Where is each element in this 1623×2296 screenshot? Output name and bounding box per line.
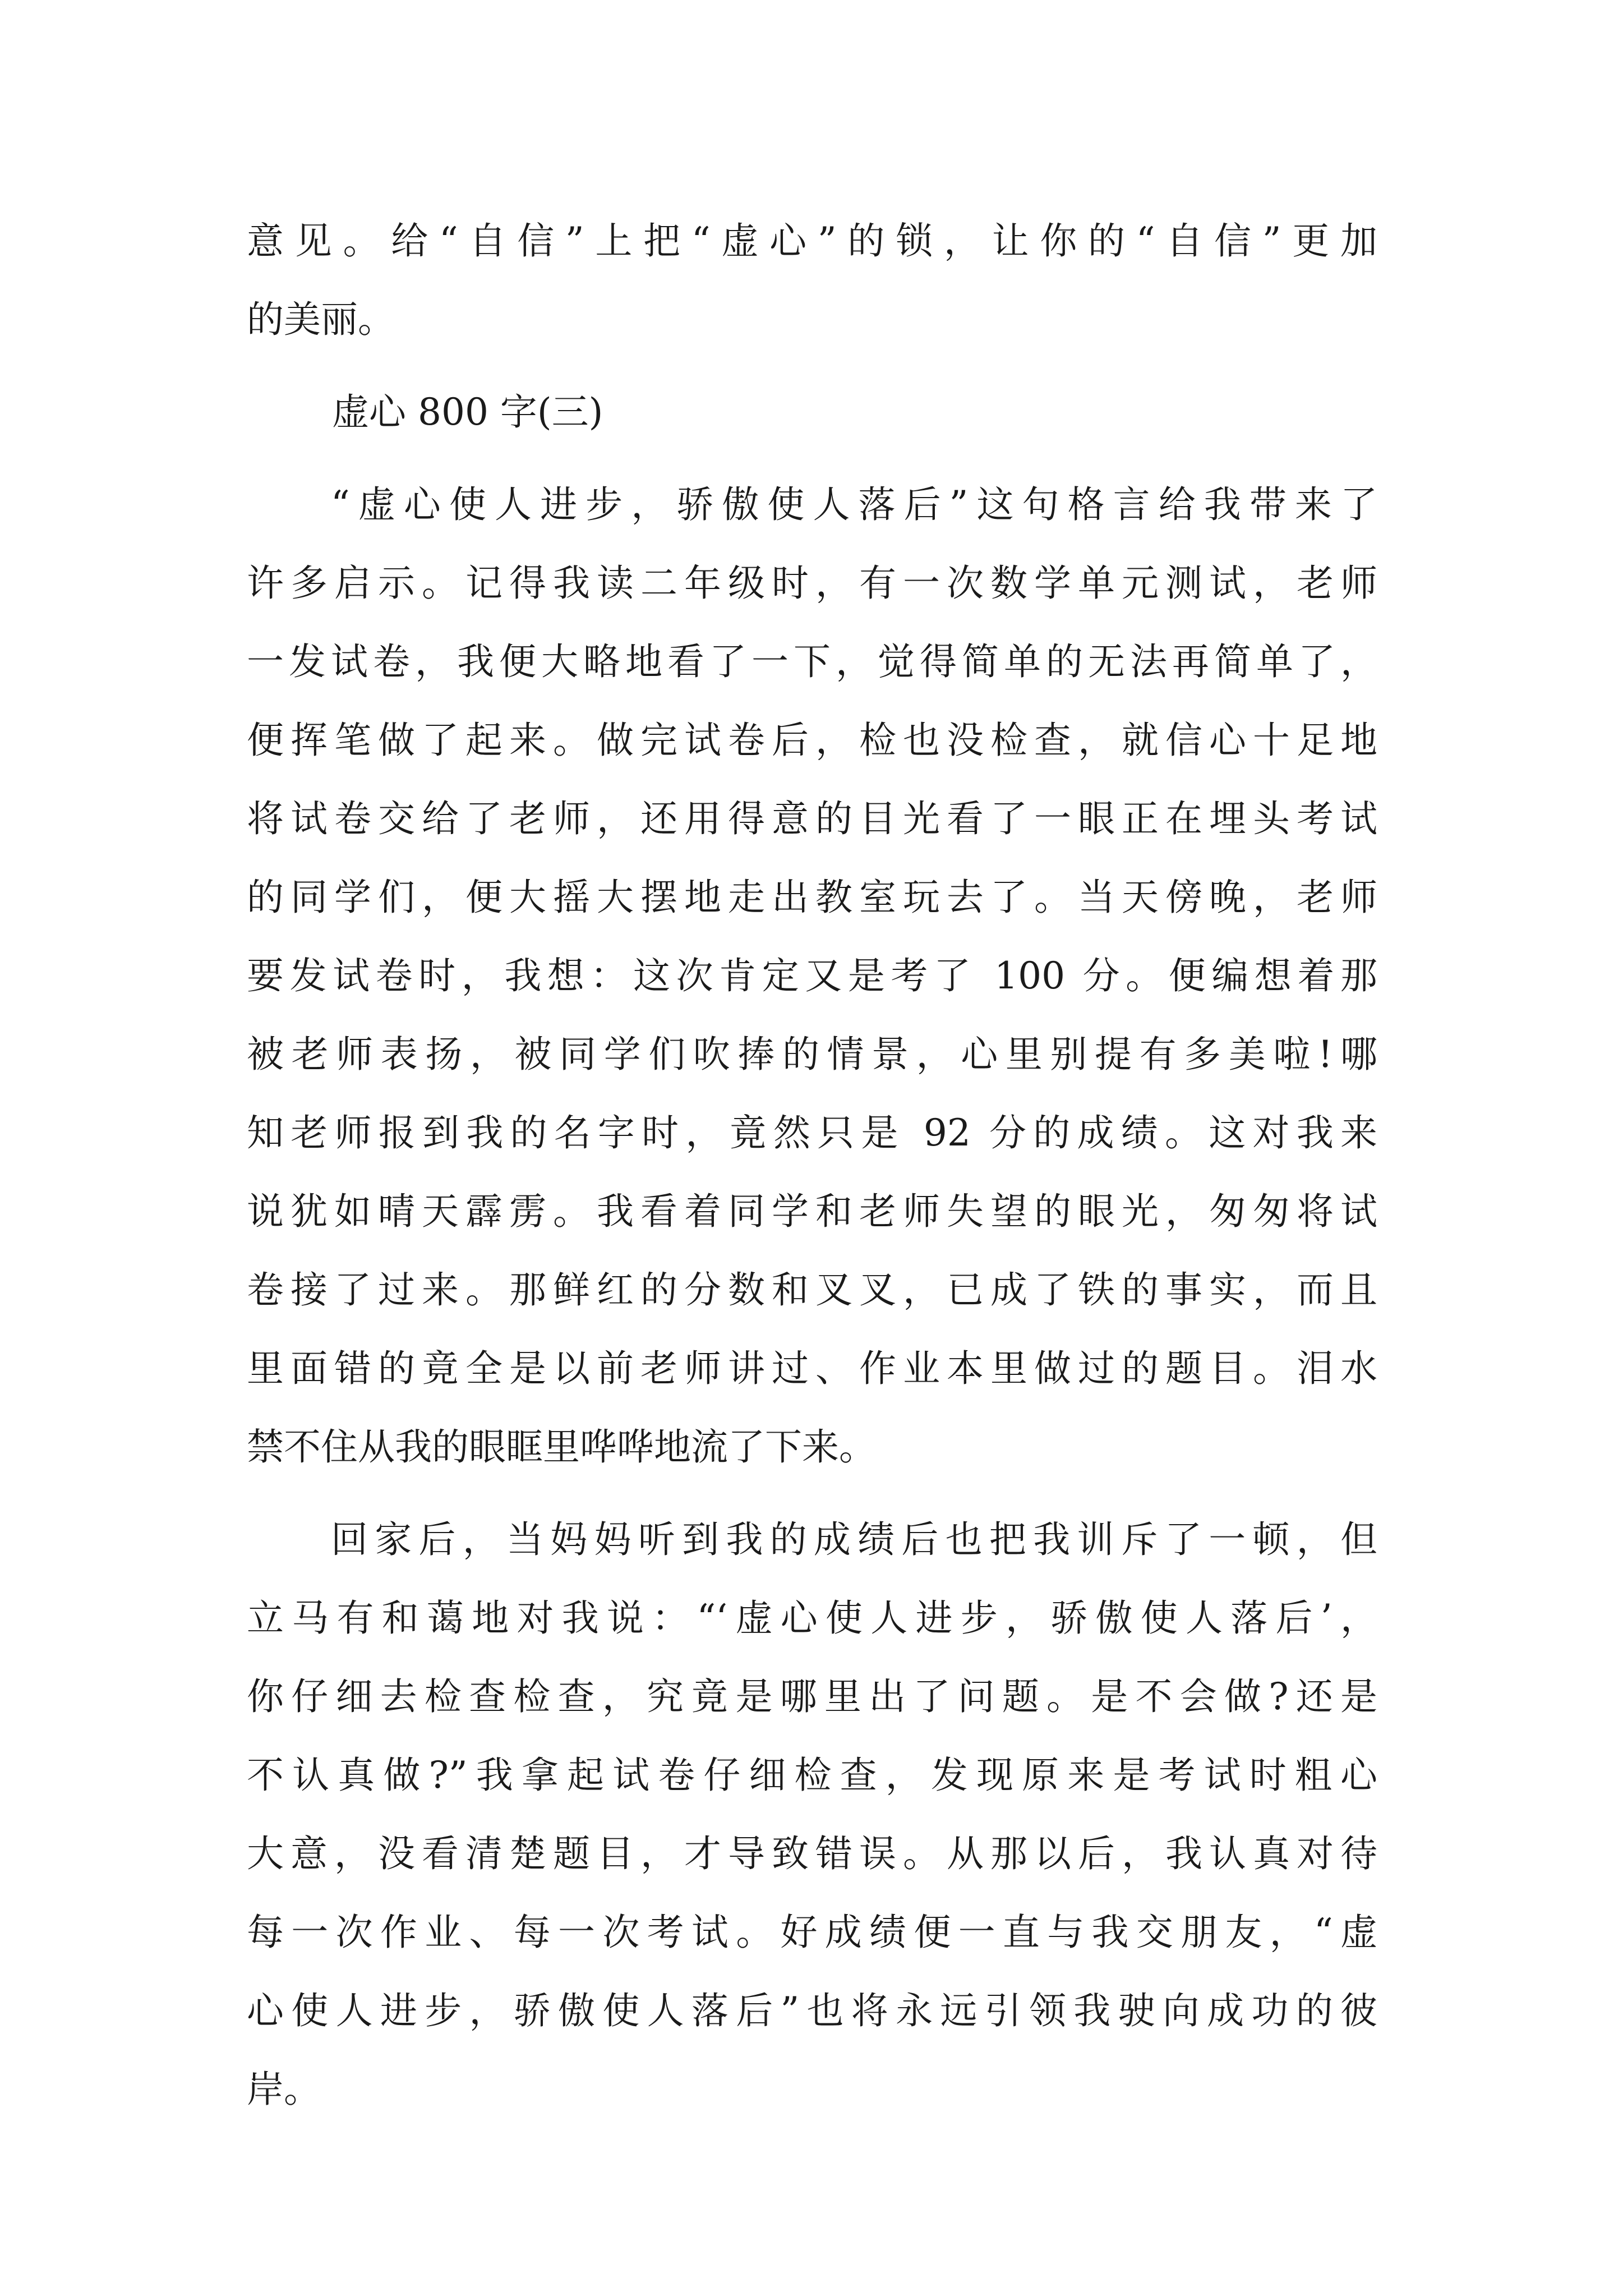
paragraph-body-2 [247,1501,1377,2129]
text-line: 回家后，当妈妈听到我的成绩后也把我训斥了一顿，但 [331,1518,1377,1561]
text-line: 卷接了过来。那鲜红的分数和叉叉，已成了铁的事实，而且 [247,1268,1377,1312]
text-line: 你仔细去检查检查，究竟是哪里出了问题。是不会做?还是 [247,1675,1377,1718]
heading-line: 虚心 800 字(三) [332,390,603,434]
text-line: 禁不住从我的眼眶里哗哗地流了下来。 [247,1425,876,1469]
text-line: 的同学们，便大摇大摆地走出教室玩去了。当天傍晚，老师 [247,876,1377,919]
text-line: 大意，没看清楚题目，才导致错误。从那以后，我认真对待 [247,1832,1377,1875]
text-line: 不认真做?”我拿起试卷仔细检查，发现原来是考试时粗心 [247,1754,1377,1797]
text-line: 要发试卷时，我想：这次肯定又是考了 100 分。便编想着那 [247,954,1377,997]
section-heading [247,373,1377,452]
text-line: “虚心使人进步，骄傲使人落后”这句格言给我带来了 [331,483,1377,526]
text-line: 说犹如晴天霹雳。我看着同学和老师失望的眼光，匆匆将试 [247,1190,1377,1233]
text-line: 的美丽。 [247,298,395,341]
text-line: 将试卷交给了老师，还用得意的目光看了一眼正在埋头考试 [247,797,1377,840]
text-line: 每一次作业、每一次考试。好成绩便一直与我交朋友，“虚 [247,1911,1377,1954]
text-line: 知老师报到我的名字时，竟然只是 92 分的成绩。这对我来 [247,1111,1377,1154]
document-body [247,202,1377,2129]
text-line: 立马有和蔼地对我说：“‘虚心使人进步，骄傲使人落后’， [247,1596,1377,1640]
text-line: 岸。 [247,2068,321,2111]
text-line: 意见。给“自信”上把“虚心”的锁，让你的“自信”更加 [247,219,1377,263]
paragraph-intro-tail [247,202,1377,359]
text-line: 一发试卷，我便大略地看了一下，觉得简单的无法再简单了， [247,640,1377,683]
text-line: 被老师表扬，被同学们吹捧的情景，心里别提有多美啦!哪 [247,1033,1377,1076]
text-line: 心使人进步，骄傲使人落后”也将永远引领我驶向成功的彼 [247,1989,1377,2032]
text-line: 里面错的竟全是以前老师讲过、作业本里做过的题目。泪水 [247,1347,1377,1390]
text-line: 许多启示。记得我读二年级时，有一次数学单元测试，老师 [247,562,1377,605]
text-line: 便挥笔做了起来。做完试卷后，检也没检查，就信心十足地 [247,719,1377,762]
paragraph-body-1 [247,466,1377,1487]
